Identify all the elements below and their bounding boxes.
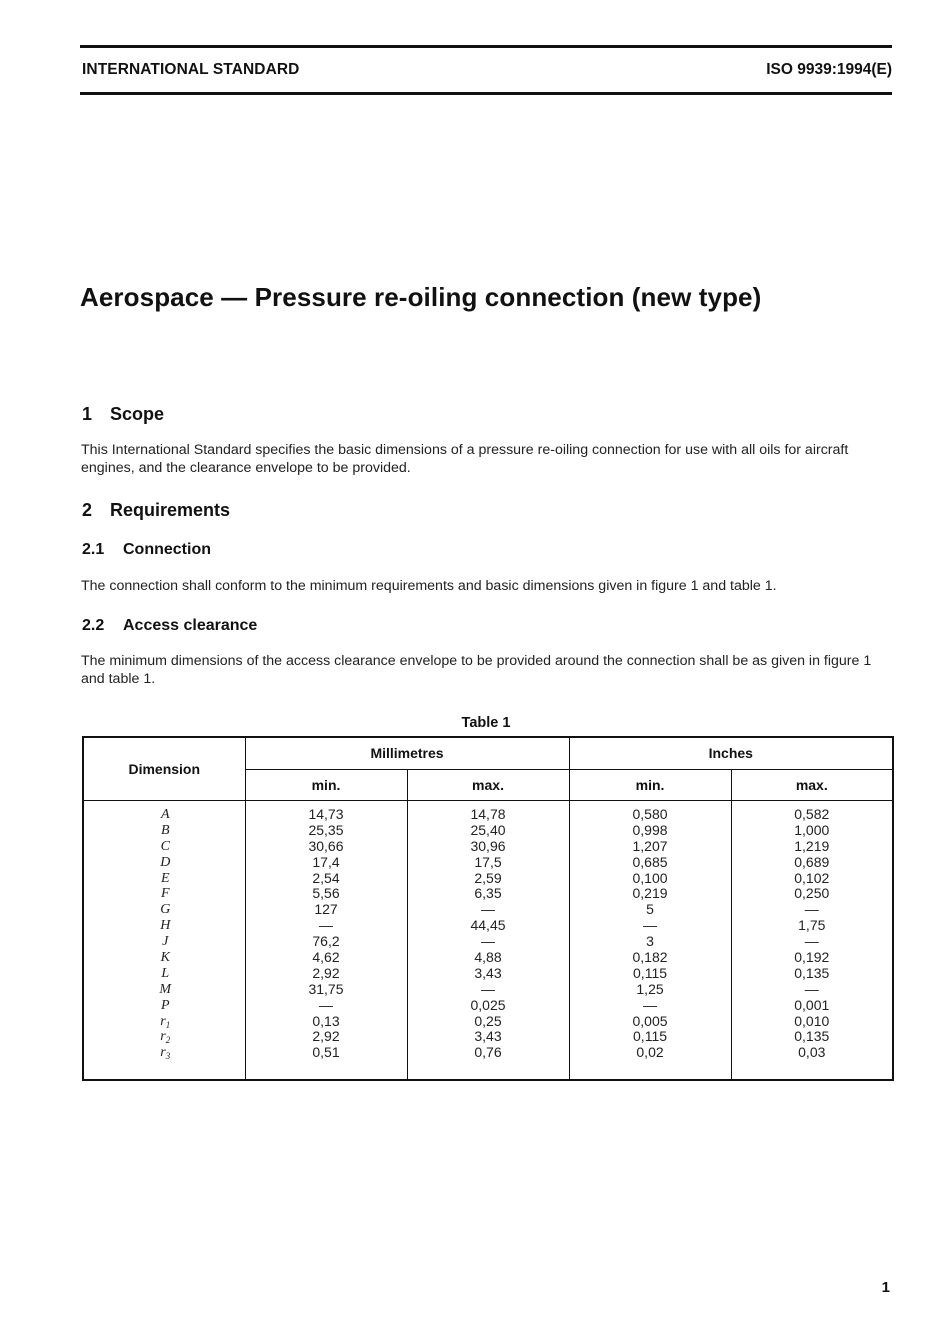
dimension-symbol [84, 823, 245, 839]
table-cell: — [319, 996, 333, 1013]
dimension-letter: K [160, 950, 170, 966]
table-cell: 0,03 [798, 1044, 826, 1061]
dimension-letter: P [160, 997, 170, 1013]
table-cell: 25,35 [308, 821, 344, 838]
table-cell: 0,51 [312, 1044, 340, 1061]
dimension-header: Dimension [83, 737, 245, 801]
dimension-subscript: 1 [165, 1019, 171, 1030]
mm-min-header: min. [245, 769, 407, 801]
table-cell: 0,250 [794, 885, 830, 902]
dimension-symbol [84, 950, 245, 966]
table-cell: 0,025 [470, 996, 506, 1013]
table-cell: 0,102 [794, 869, 830, 886]
table-cell: 30,66 [308, 837, 344, 854]
table-cell: 0,689 [794, 853, 830, 870]
mm-max-header: max. [407, 769, 569, 801]
table-cell: 3,43 [474, 1028, 502, 1045]
scope-paragraph: This International Standard specifies the basic dimensions of a pressure re-oiling connection for use with all oils for aircraft engines, and the clearance envelope to be provided. [81, 442, 849, 476]
table-cell: 0,010 [794, 1012, 830, 1029]
inches-header: Inches [569, 737, 893, 769]
table-cell: — [804, 901, 819, 918]
table-cell: 0,115 [633, 964, 668, 981]
table-cell: 0,005 [632, 1012, 668, 1029]
table-cell: 5 [646, 901, 654, 918]
dimension-symbol [84, 839, 245, 855]
header-standard-type: INTERNATIONAL STANDARD [82, 61, 300, 78]
table-cell: — [804, 980, 819, 997]
section-number: 2 [82, 500, 93, 520]
section-title: Requirements [110, 500, 231, 520]
dimension-symbol [84, 934, 245, 950]
subsection-title: Access clearance [123, 617, 258, 634]
table-cell: 2,54 [312, 869, 340, 886]
dimension-column [83, 801, 245, 1081]
table-cell: — [643, 917, 658, 934]
table-cell: 0,192 [794, 949, 830, 966]
access-paragraph: The minimum dimensions of the access clearance envelope to be provided around the connection shall be as given in figure 1 and table 1. [81, 653, 872, 687]
dimension-symbol [84, 871, 245, 887]
table-cell: — [643, 996, 658, 1013]
table-cell: 1,219 [794, 837, 830, 854]
dimension-letter: L [161, 965, 170, 981]
dimension-symbol [84, 998, 245, 1014]
dimension-symbol [84, 886, 245, 902]
table-cell: 1,000 [794, 821, 830, 838]
subsection-title: Connection [123, 541, 211, 558]
table-cell: 25,40 [470, 821, 506, 838]
dimension-letter: D [160, 854, 171, 870]
table-cell: 0,13 [312, 1012, 340, 1029]
subsection-number: 2.2 [82, 617, 105, 634]
dimension-letter: C [160, 838, 170, 854]
table-cell: 0,001 [794, 996, 830, 1013]
dimension-subscript: 2 [165, 1035, 171, 1046]
table-cell: — [481, 901, 495, 918]
table-cell: — [481, 980, 495, 997]
table-cell: 4,88 [474, 949, 502, 966]
dimension-symbol [84, 855, 245, 871]
table-body-row [83, 801, 893, 1081]
dimension-letter: A [160, 807, 170, 822]
mm-min-column [245, 801, 407, 1081]
section-title: Scope [110, 404, 165, 424]
section-number: 1 [82, 404, 93, 424]
header-bottom-rule [80, 92, 892, 95]
table-cell: 44,45 [470, 917, 506, 934]
dimension-symbol [84, 966, 245, 982]
dimension-letter: M [159, 981, 172, 997]
table-cell: 76,2 [312, 933, 340, 950]
dimensions-table [82, 736, 894, 1081]
table-cell: 5,56 [312, 885, 340, 902]
table-cell: 127 [314, 901, 338, 918]
table-cell: 14,73 [308, 806, 344, 822]
dimension-letter: E [160, 870, 170, 886]
in-max-header: max. [731, 769, 893, 801]
table-cell: 0,115 [633, 1028, 668, 1045]
header-standard-number: ISO 9939:1994(E) [766, 61, 892, 78]
table-cell: 0,135 [794, 1028, 830, 1045]
table-cell: 31,75 [308, 980, 344, 997]
dimension-symbol [84, 1045, 245, 1061]
table-cell: 0,998 [632, 821, 668, 838]
table-cell: 3,43 [474, 964, 502, 981]
dimension-letter: G [160, 902, 171, 918]
table-cell: 2,59 [474, 869, 502, 886]
section-requirements-heading [82, 500, 230, 521]
table-cell: 0,685 [632, 853, 668, 870]
dimension-letter: B [160, 822, 170, 838]
table-cell: 0,02 [636, 1044, 664, 1061]
table-cell: 6,35 [474, 885, 502, 902]
dimension-letter: r [160, 1029, 166, 1045]
dimension-letter: F [160, 886, 170, 902]
dimension-subscript: 3 [165, 1051, 171, 1062]
dimension-letter: J [162, 934, 169, 950]
subsection-connection-heading [82, 541, 211, 559]
dimension-letter: r [160, 1045, 166, 1061]
dimension-symbol [84, 982, 245, 998]
connection-paragraph: The connection shall conform to the minimum requirements and basic dimensions given in figure 1 and table 1. [81, 578, 777, 594]
table-cell: 0,25 [474, 1012, 502, 1029]
page-number: 1 [881, 1279, 890, 1296]
dimension-letter: r [160, 1013, 166, 1029]
table-caption: Table 1 [461, 715, 511, 731]
table-cell: 0,76 [474, 1044, 502, 1061]
table-cell: 1,75 [798, 917, 826, 934]
dimension-symbol [84, 1014, 245, 1030]
table-cell: 17,5 [474, 853, 502, 870]
in-max-column [731, 801, 893, 1081]
table-cell: 4,62 [312, 949, 340, 966]
table-cell: 0,580 [632, 806, 668, 822]
in-min-header: min. [569, 769, 731, 801]
dimension-symbol [84, 918, 245, 934]
millimetres-header: Millimetres [245, 737, 569, 769]
table-cell: 2,92 [312, 964, 340, 981]
header-top-rule [80, 45, 892, 48]
table-cell: 0,182 [632, 949, 668, 966]
table-cell: 0,100 [632, 869, 668, 886]
table-cell: 3 [646, 933, 654, 950]
table-cell: 1,207 [632, 837, 668, 854]
table-cell: 0,135 [794, 964, 830, 981]
table-cell: — [319, 917, 333, 934]
table-cell: 17,4 [312, 853, 340, 870]
document-title: Aerospace — Pressure re-oiling connection (new type) [80, 282, 762, 312]
table-cell: 1,25 [636, 980, 664, 997]
table-cell: 30,96 [470, 837, 506, 854]
table-cell: 0,582 [794, 806, 830, 822]
mm-max-column [407, 801, 569, 1081]
subsection-number: 2.1 [82, 541, 105, 558]
table-cell: 2,92 [312, 1028, 340, 1045]
table-cell: 14,78 [470, 806, 506, 822]
table-cell: — [804, 933, 819, 950]
dimension-symbol [84, 1029, 245, 1045]
section-scope-heading [82, 404, 164, 425]
dimension-symbol [84, 902, 245, 918]
table-cell: — [481, 933, 495, 950]
dimension-symbol [84, 807, 245, 823]
subsection-access-heading [82, 617, 257, 635]
dimension-letter: H [160, 918, 171, 934]
table-cell: 0,219 [632, 885, 668, 902]
in-min-column [569, 801, 731, 1081]
